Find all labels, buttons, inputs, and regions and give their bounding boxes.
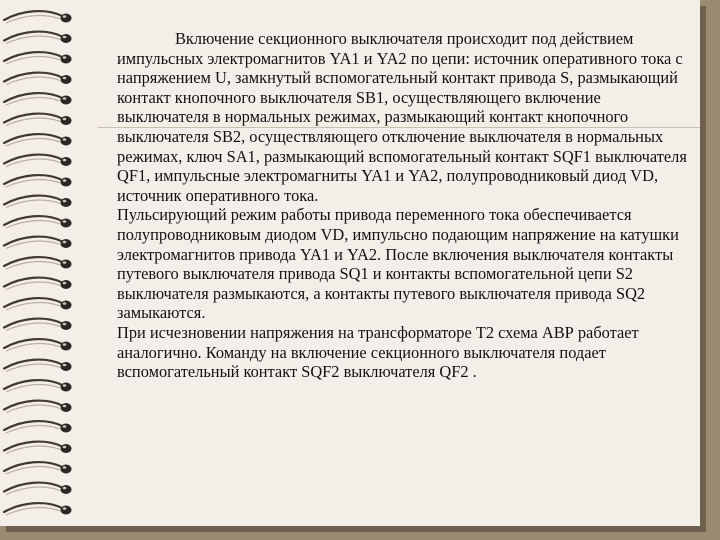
binding-ring [4,32,72,44]
binding-ring [4,298,72,310]
binding-ring [4,175,72,187]
paragraph-3: При исчезновении напряжения на трансформаторе Т2 схема АВР работает аналогично. Команду на включение секционного выключателя подает вспомогательный контакт SQF2 выключателя QF2 . [117,322,639,382]
binding-ring [4,360,72,372]
binding-ring [4,155,72,167]
binding-ring [4,278,72,290]
binding-ring [4,196,72,208]
binding-ring [4,442,72,454]
paragraph-1: Включение секционного выключателя происходит под действием импульсных электромагнитов YA1 и YA2 по цепи: источник оперативного тока с напряжением U, замкнутый вспомогательный контакт привода S, размыкающий контакт кнопочного выключателя SB1, осуществляющего включение выключателя в нормальных режимах, размыкающий контакт кнопочного выключателя SB2, осуществляющего отключение выключателя в нормальных режимах, ключ SA1, размыкающий вспомогательный контакт SQF1 выключателя QF1, импульсные электромагниты YA1 и YA2, полупроводниковый диод VD, источник оперативного тока. [117,29,687,205]
binding-ring [4,483,72,495]
binding-ring [4,216,72,228]
slide-body [117,29,687,382]
binding-ring [4,134,72,146]
binding-ring [4,319,72,331]
binding-ring [4,339,72,351]
binding-ring [4,114,72,126]
binding-ring [4,93,72,105]
binding-ring [4,11,72,23]
binding-ring [4,503,72,515]
binding-ring [4,401,72,413]
binding-ring [4,52,72,64]
binding-ring [4,380,72,392]
spiral-binding-icon [0,0,80,526]
paragraph-2: Пульсирующий режим работы привода переменного тока обеспечивается полупроводниковым диодом VD, импульсно подающим напряжение на катушки электромагнитов привода YA1 и YA2. После включения выключателя контакты путевого выключателя привода SQ1 и контакты вспомогательной цепи S2 выключателя размыкаются, а контакты путевого выключателя привода SQ2 замыкаются. [117,205,679,323]
binding-ring [4,462,72,474]
binding-ring [4,73,72,85]
binding-ring [4,237,72,249]
binding-ring [4,421,72,433]
binding-ring [4,257,72,269]
